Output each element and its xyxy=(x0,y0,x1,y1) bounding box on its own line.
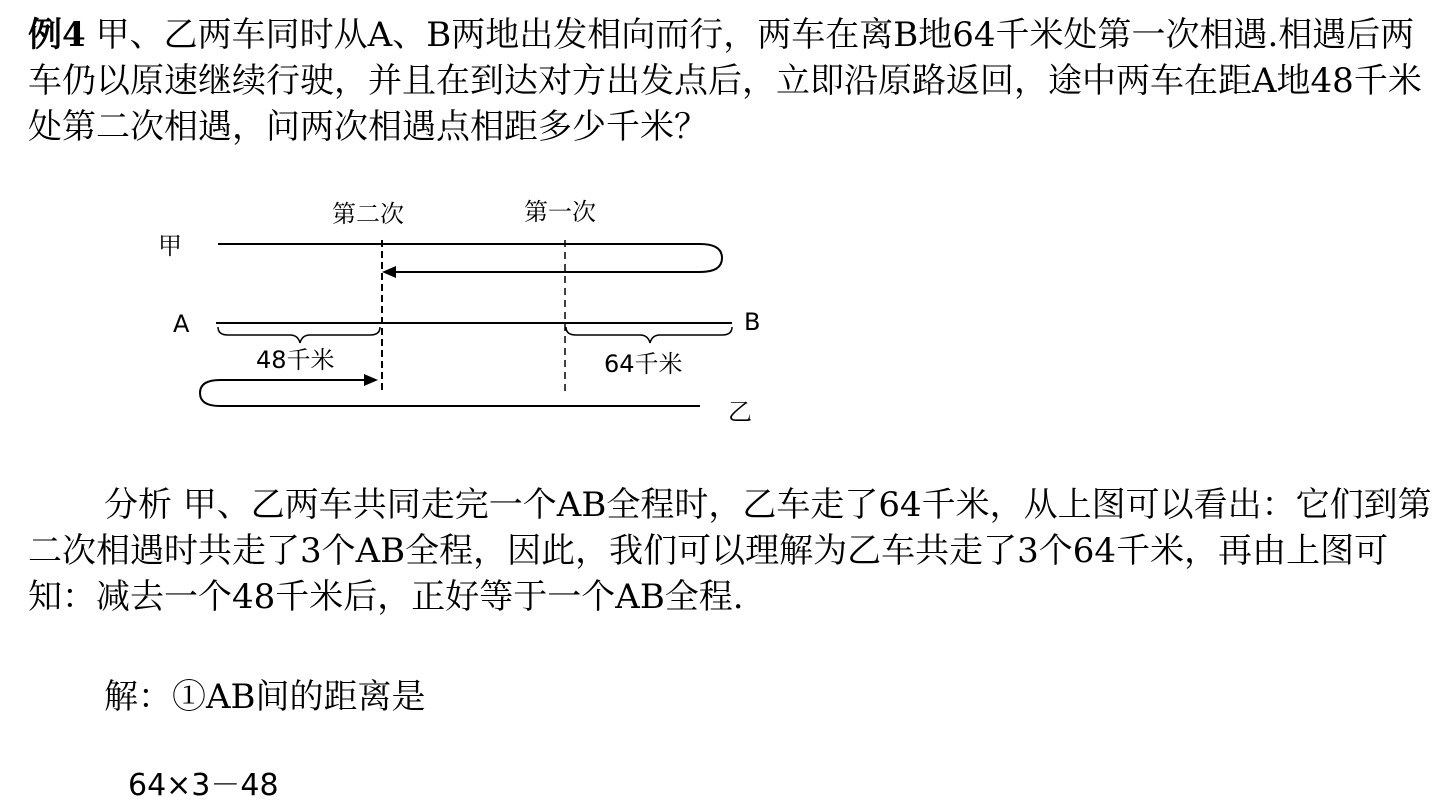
jia-path xyxy=(218,244,722,272)
brace-48 xyxy=(218,327,380,343)
yi-path xyxy=(200,380,700,406)
solution-text: 解：①AB间的距离是 xyxy=(104,677,426,717)
problem-body: 甲、乙两车同时从A、B两地出发相向而行，两车在离B地64千米处第一次相遇.相遇后两车仍以原速继续行驶，并且在到达对方出发点后，立即沿原路返回，途中两车在距A地48千米处第二次相遇，问两次相遇点相距多少千米？ xyxy=(28,15,1422,147)
yi-arrowhead xyxy=(364,374,378,386)
label-second-meeting: 第二次 xyxy=(332,200,404,228)
example-label: 例4 xyxy=(28,15,86,55)
label-48km: 48千米 xyxy=(256,346,335,374)
label-yi: 乙 xyxy=(728,398,752,426)
analysis-body: 分析 甲、乙两车共同走完一个AB全程时，乙车走了64千米，从上图可以看出：它们到第二次相遇时共走了3个AB全程，因此，我们可以理解为乙车共走了3个64千米，再由上图可知：减去一个48千米后，正好等于一个AB全程. xyxy=(28,485,1432,617)
label-a: A xyxy=(173,310,190,338)
formula-text: 64×3－48 xyxy=(128,768,279,803)
label-64km: 64千米 xyxy=(604,350,683,378)
label-jia: 甲 xyxy=(158,232,182,260)
analysis-text xyxy=(28,482,1440,620)
label-b: B xyxy=(744,308,761,336)
label-first-meeting: 第一次 xyxy=(524,198,596,226)
jia-arrowhead xyxy=(382,266,396,278)
brace-64 xyxy=(566,327,732,343)
